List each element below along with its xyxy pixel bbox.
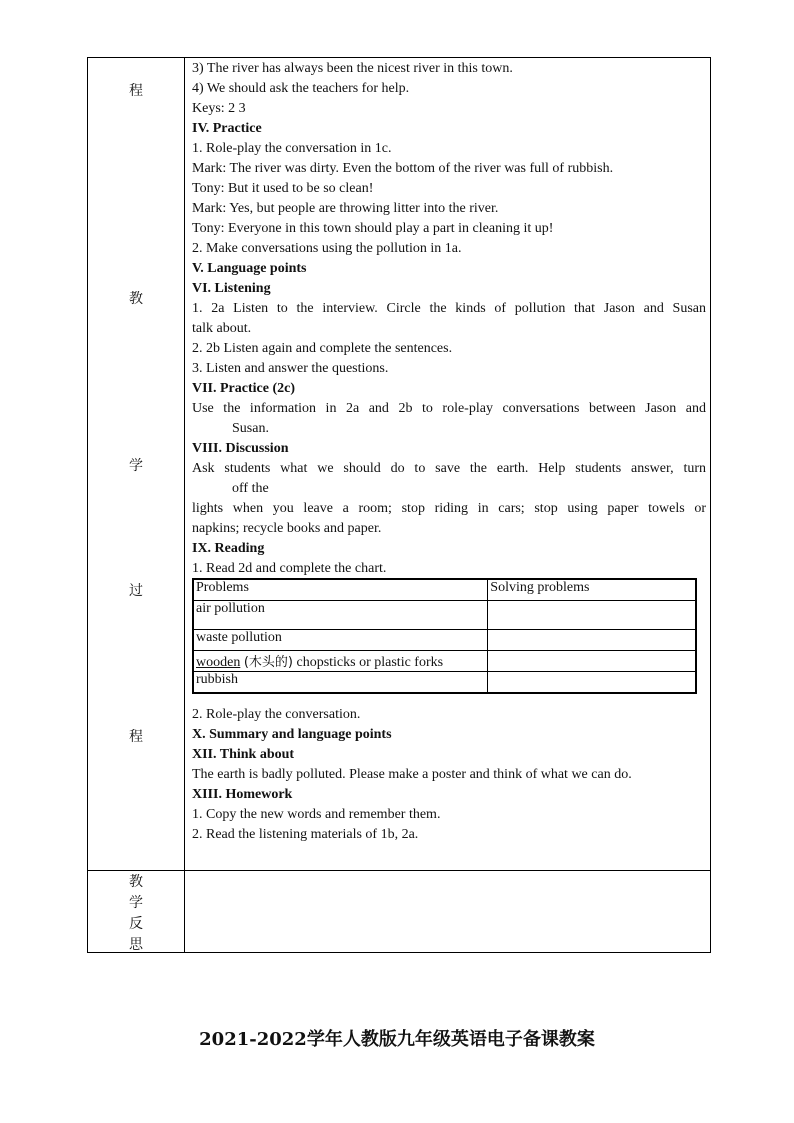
section-heading: VII. Practice (2c) bbox=[192, 381, 296, 396]
side-label-cheng: 程 bbox=[129, 83, 143, 99]
section-heading: XIII. Homework bbox=[192, 787, 293, 802]
text-line: Mark: Yes, but people are throwing litter into the river. bbox=[192, 201, 499, 216]
section-heading: VIII. Discussion bbox=[192, 441, 289, 456]
chinese-gloss: (木头的) bbox=[243, 655, 293, 670]
reflection-char: 思 bbox=[129, 937, 143, 953]
reflection-label bbox=[88, 872, 184, 956]
chart-row bbox=[193, 651, 696, 672]
side-label-guo: 过 bbox=[129, 583, 143, 599]
section-heading: V. Language points bbox=[192, 261, 307, 276]
side-label-xue: 学 bbox=[129, 458, 143, 474]
text-line: 2. 2b Listen again and complete the sentences. bbox=[192, 341, 453, 356]
text-line: 2. Read the listening materials of 1b, 2a. bbox=[192, 827, 419, 842]
text-line: 2. Role-play the conversation. bbox=[192, 707, 361, 722]
chart-header-cell: Solving problems bbox=[488, 579, 696, 601]
problems-chart bbox=[192, 578, 697, 694]
chart-cell-rest: chopsticks or plastic forks bbox=[292, 655, 444, 670]
chart-header-row bbox=[193, 579, 696, 601]
section-heading: X. Summary and language points bbox=[192, 727, 392, 742]
text-line: Mark: The river was dirty. Even the bottom of the river was full of rubbish. bbox=[192, 161, 614, 176]
chart-row bbox=[193, 672, 696, 694]
text-line: napkins; recycle books and paper. bbox=[192, 521, 382, 536]
chart-answer-cell[interactable] bbox=[488, 601, 696, 630]
text-line: Ask students what we should do to save the earth. Help students answer, turn bbox=[192, 461, 706, 476]
text-line: Keys: 2 3 bbox=[192, 101, 246, 116]
side-label-jiao: 教 bbox=[129, 291, 143, 307]
text-line: Use the information in 2a and 2b to role-play conversations between Jason and bbox=[192, 401, 706, 416]
text-line: 1. Read 2d and complete the chart. bbox=[192, 561, 387, 576]
chart-cell: air pollution bbox=[193, 601, 488, 630]
text-line: 1. 2a Listen to the interview. Circle the kinds of pollution that Jason and Susan bbox=[192, 301, 706, 316]
text-line: off the bbox=[232, 481, 269, 496]
text-line: 2. Make conversations using the pollution in 1a. bbox=[192, 241, 462, 256]
text-line: Tony: But it used to be so clean! bbox=[192, 181, 374, 196]
text-line: lights when you leave a room; stop riding in cars; stop using paper towels or bbox=[192, 501, 706, 516]
column-divider bbox=[184, 58, 185, 952]
side-label-cheng-2: 程 bbox=[129, 729, 143, 745]
chart-header-cell: Problems bbox=[193, 579, 488, 601]
section-heading: IV. Practice bbox=[192, 121, 262, 136]
chart-answer-cell[interactable] bbox=[488, 672, 696, 694]
reflection-char: 教 bbox=[129, 874, 143, 890]
section-heading: IX. Reading bbox=[192, 541, 265, 556]
chart-row bbox=[193, 601, 696, 630]
document-footer-title: 2021-2022学年人教版九年级英语电子备课教案 bbox=[199, 1029, 595, 1050]
reflection-char: 学 bbox=[129, 895, 143, 911]
text-line: talk about. bbox=[192, 321, 252, 336]
chart-answer-cell[interactable] bbox=[488, 630, 696, 651]
text-line: 4) We should ask the teachers for help. bbox=[192, 81, 410, 96]
chart-cell bbox=[193, 651, 488, 672]
chart-cell: waste pollution bbox=[193, 630, 488, 651]
chart-answer-cell[interactable] bbox=[488, 651, 696, 672]
reflection-char: 反 bbox=[129, 916, 143, 932]
section-heading: XII. Think about bbox=[192, 747, 295, 762]
chart-cell: rubbish bbox=[193, 672, 488, 694]
text-line: Susan. bbox=[232, 421, 269, 436]
text-line: The earth is badly polluted. Please make a poster and think of what we can do. bbox=[192, 767, 632, 782]
text-line: 1. Role-play the conversation in 1c. bbox=[192, 141, 392, 156]
underlined-word: wooden bbox=[196, 655, 241, 670]
text-line: Tony: Everyone in this town should play a part in cleaning it up! bbox=[192, 221, 554, 236]
lesson-table bbox=[87, 57, 711, 953]
text-line: 1. Copy the new words and remember them. bbox=[192, 807, 441, 822]
text-line: 3) The river has always been the nicest river in this town. bbox=[192, 61, 513, 76]
section-heading: VI. Listening bbox=[192, 281, 271, 296]
chart-row bbox=[193, 630, 696, 651]
text-line: 3. Listen and answer the questions. bbox=[192, 361, 389, 376]
row-divider bbox=[88, 870, 710, 871]
